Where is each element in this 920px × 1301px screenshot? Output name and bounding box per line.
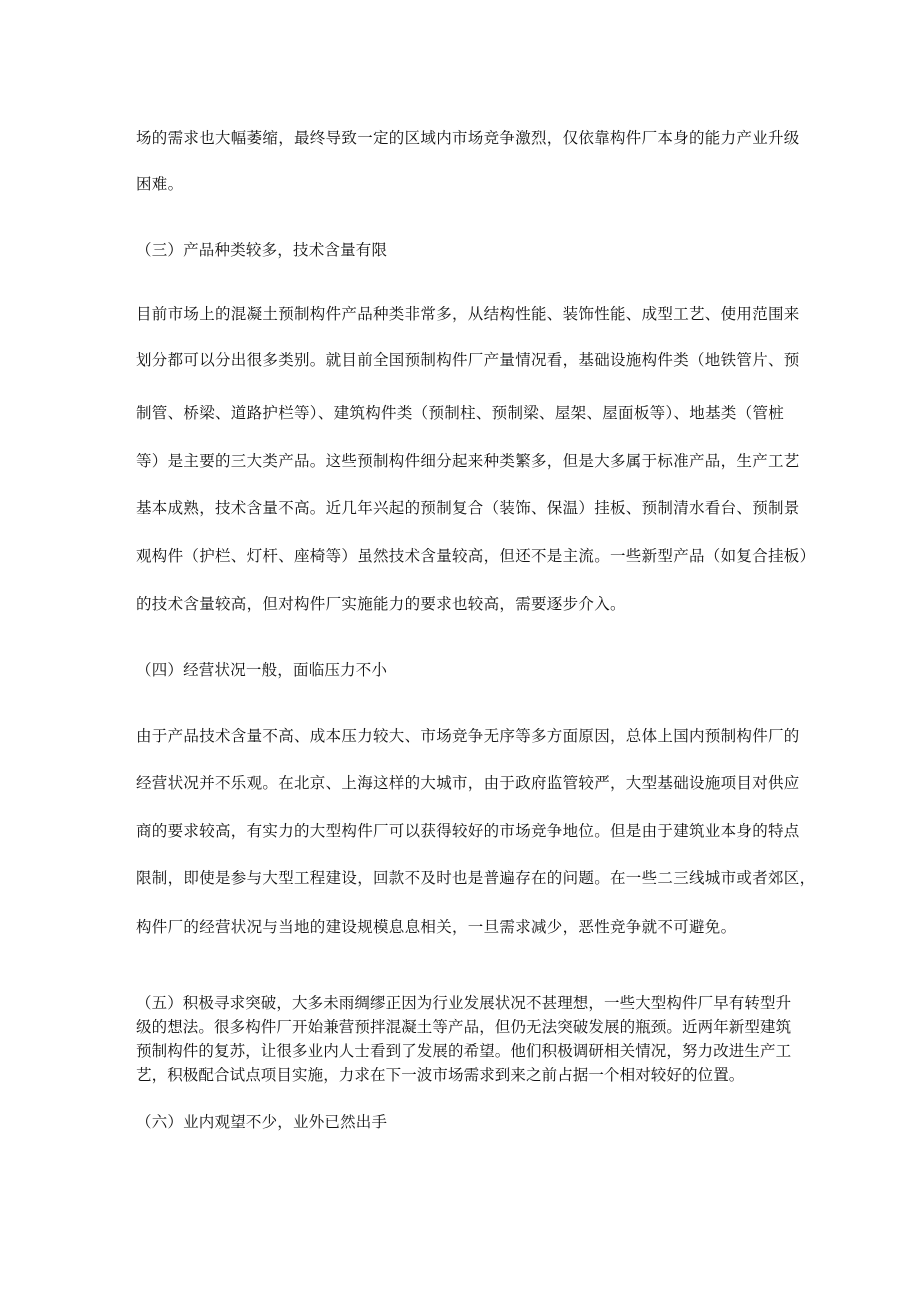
paragraph-1-line-2: 困难。	[136, 175, 184, 193]
section-heading-6: （六）业内观望不少，业外已然出手	[136, 1113, 388, 1131]
paragraph-2-line-5: 基本成熟，技术含量不高。近几年兴起的预制复合（装饰、保温）挂板、预制清水看台、预制景	[136, 499, 800, 517]
section-heading-3: （三）产品种类较多，技术含量有限	[136, 241, 388, 259]
paragraph-3-line-3: 商的要求较高，有实力的大型构件厂可以获得较好的市场竞争地位。但是由于建筑业本身的特点	[136, 822, 800, 840]
paragraph-4-line-1: （五）积极寻求突破，大多未雨绸缪正因为行业发展状况不甚理想，一些大型构件厂早有转型升	[136, 994, 792, 1012]
paragraph-4-line-3: 预制构件的复苏，让很多业内人士看到了发展的希望。他们积极调研相关情况，努力改进生产工	[136, 1042, 792, 1060]
paragraph-1-line-1: 场的需求也大幅萎缩，最终导致一定的区域内市场竞争激烈，仅依靠构件厂本身的能力产业升级	[136, 129, 800, 147]
paragraph-2-line-3: 制管、桥梁、道路护栏等）、建筑构件类（预制柱、预制梁、屋架、屋面板等）、地基类（管桩	[136, 404, 785, 422]
paragraph-2-line-7: 的技术含量较高，但对构件厂实施能力的要求也较高，需要逐步介入。	[136, 595, 626, 613]
paragraph-3-line-2: 经营状况并不乐观。在北京、上海这样的大城市，由于政府监管较严，大型基础设施项目对供应	[136, 774, 800, 792]
paragraph-4-line-2: 级的想法。很多构件厂开始兼营预拌混凝土等产品，但仍无法突破发展的瓶颈。近两年新型建筑	[136, 1018, 792, 1036]
paragraph-4-line-4: 艺，积极配合试点项目实施，力求在下一波市场需求到来之前占据一个相对较好的位置。	[136, 1066, 745, 1084]
paragraph-2-line-1: 目前市场上的混凝土预制构件产品种类非常多，从结构性能、装饰性能、成型工艺、使用范围来	[136, 305, 800, 323]
paragraph-3-line-5: 构件厂的经营状况与当地的建设规模息息相关，一旦需求减少，恶性竞争就不可避免。	[136, 918, 737, 936]
paragraph-3-line-1: 由于产品技术含量不高、成本压力较大、市场竞争无序等多方面原因，总体上国内预制构件厂的	[136, 727, 800, 745]
paragraph-2-line-2: 划分都可以分出很多类别。就目前全国预制构件厂产量情况看，基础设施构件类（地铁管片、预	[136, 351, 800, 369]
paragraph-3-line-4: 限制，即使是参与大型工程建设，回款不及时也是普遍存在的问题。在一些二三线城市或者郊区，	[136, 869, 816, 887]
paragraph-2-line-4: 等）是主要的三大类产品。这些预制构件细分起来种类繁多，但是大多属于标准产品，生产工艺	[136, 452, 800, 470]
paragraph-2-line-6: 观构件（护栏、灯杆、座椅等）虽然技术含量较高，但还不是主流。一些新型产品（如复合挂板）	[136, 547, 816, 565]
section-heading-4: （四）经营状况一般，面临压力不小	[136, 661, 388, 679]
